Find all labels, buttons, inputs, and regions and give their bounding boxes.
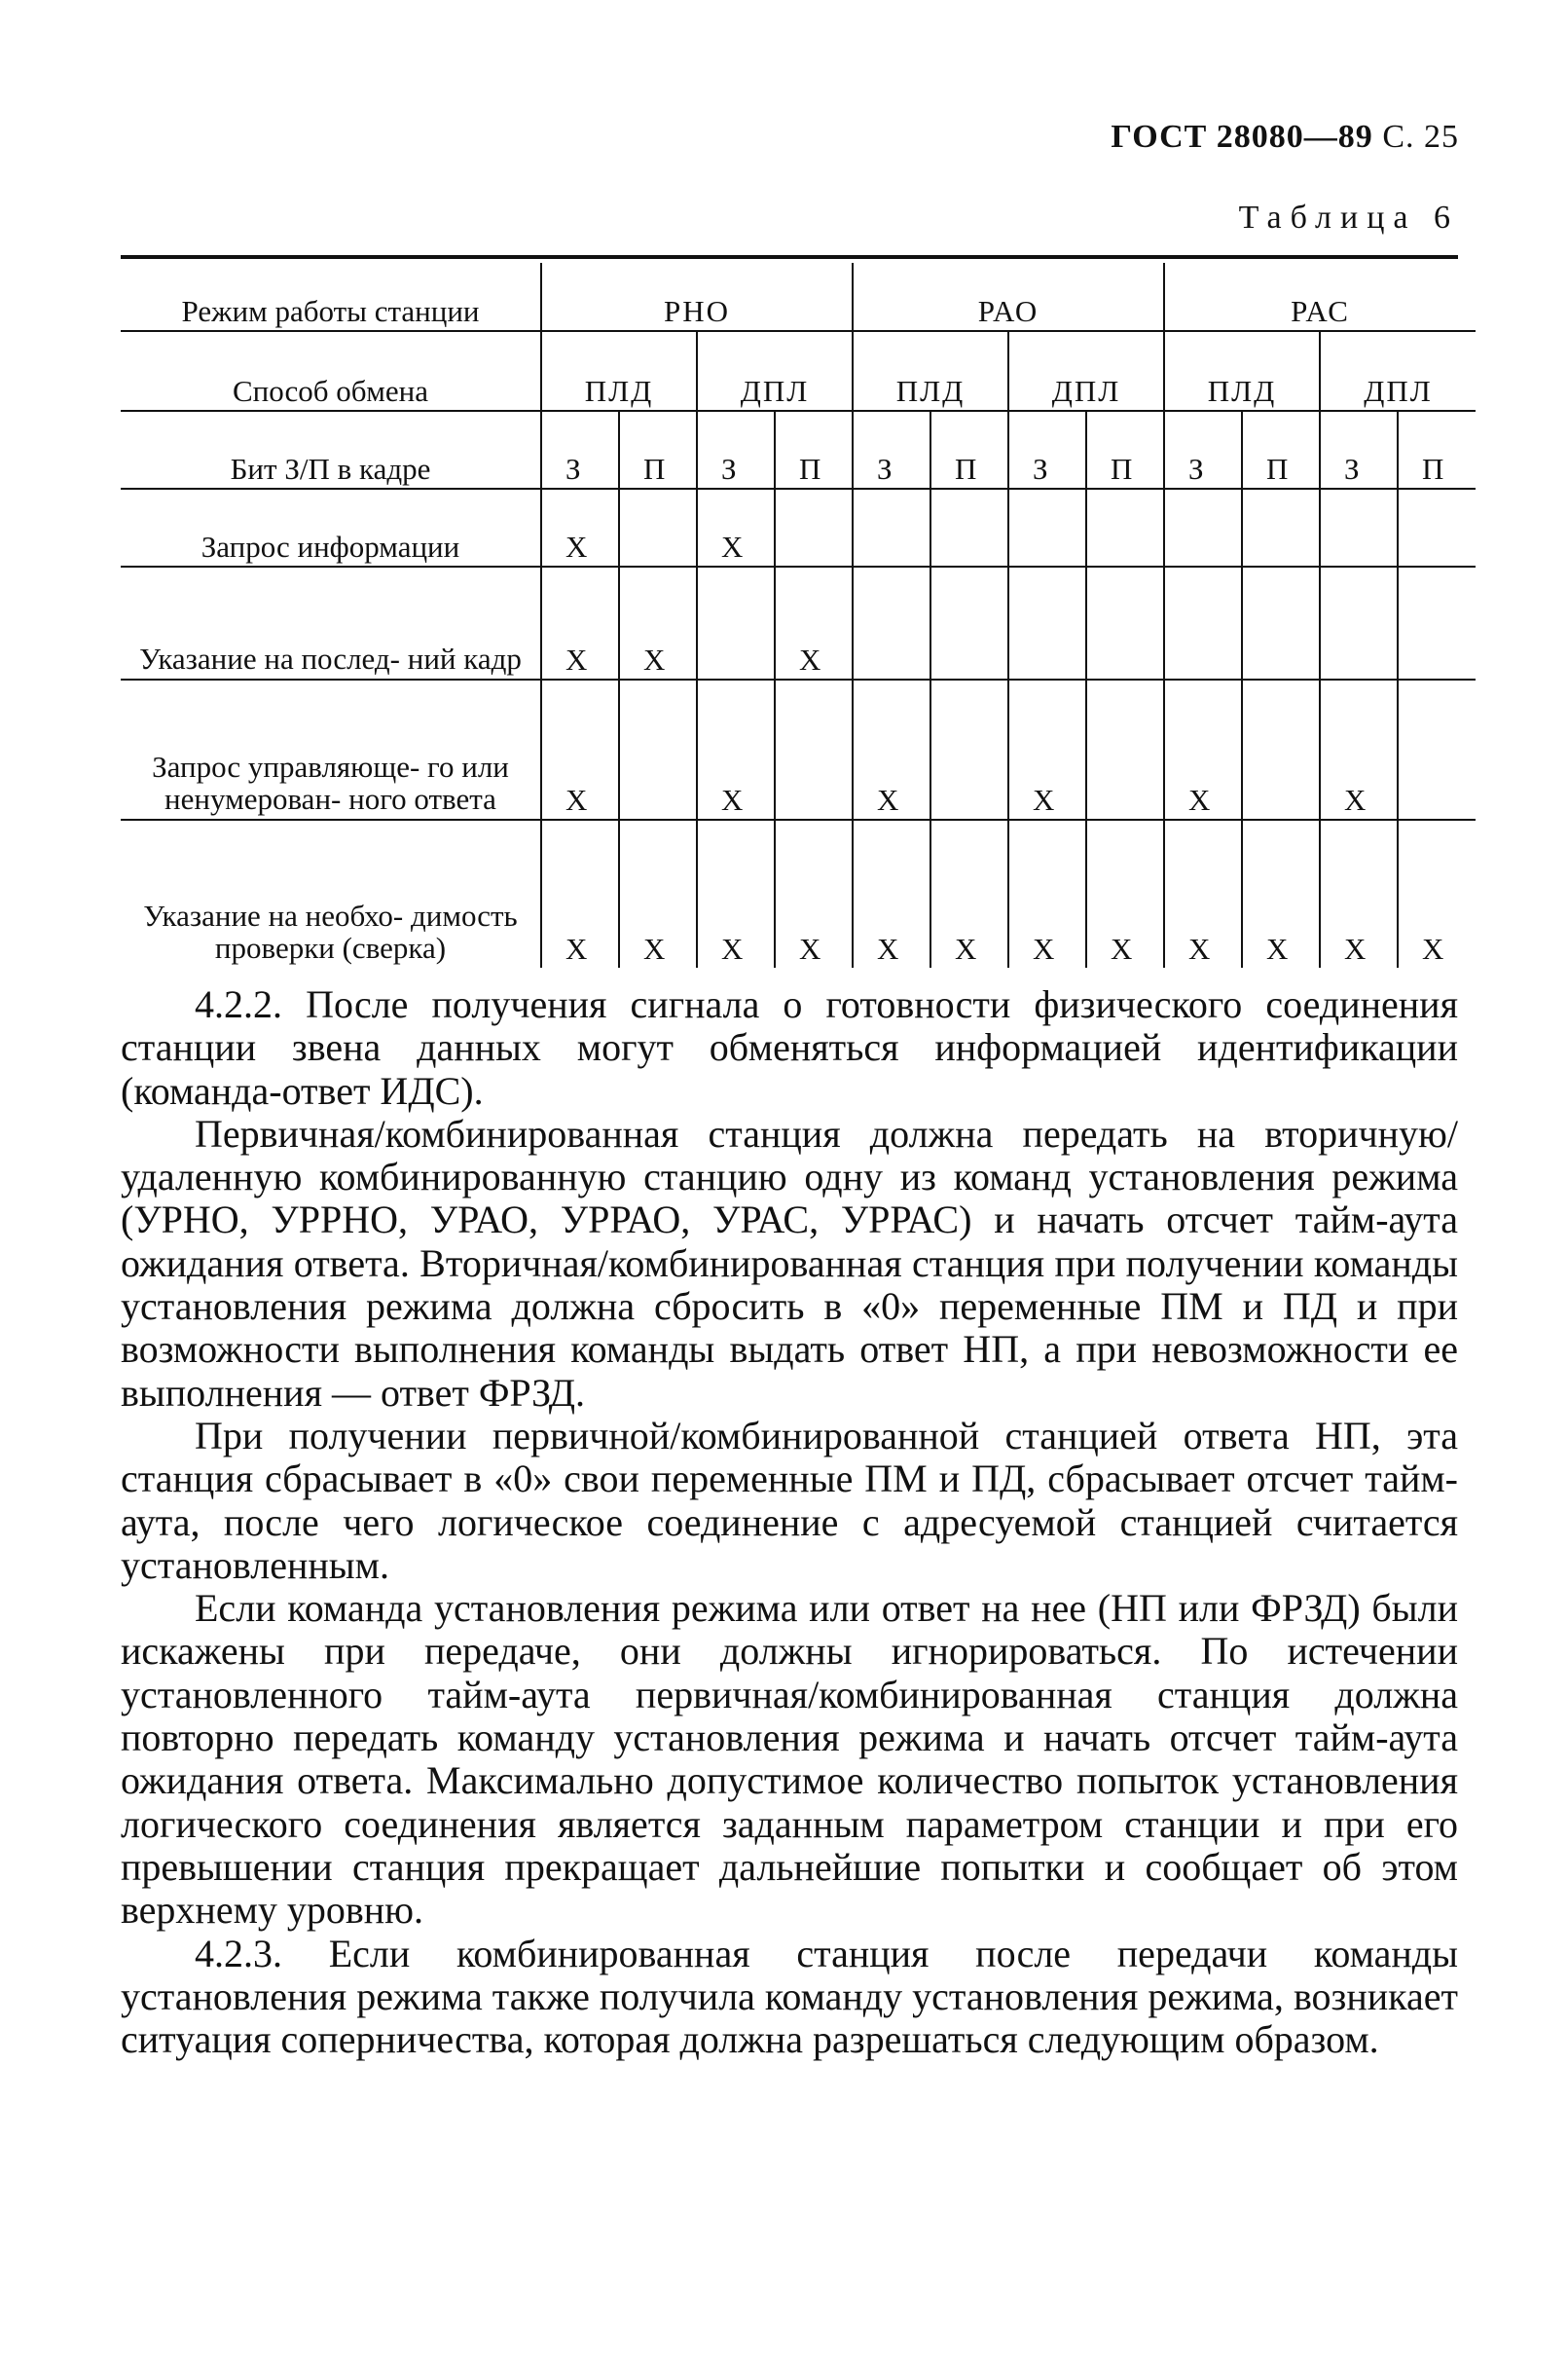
row-cell: X	[775, 820, 853, 968]
mode-label: Режим работы станции	[121, 263, 541, 331]
exchange-label: Способ обмена	[121, 331, 541, 411]
row-cell: X	[541, 489, 619, 567]
row-cell	[853, 567, 930, 680]
row-cell	[1086, 489, 1164, 567]
row-cell	[619, 489, 697, 567]
table-row	[121, 680, 1476, 820]
row-cell: X	[619, 820, 697, 968]
row-label: Запрос управляюще- го или ненумерован- ного ответа	[121, 680, 541, 820]
row-cell: X	[619, 567, 697, 680]
row-cell: X	[697, 680, 775, 820]
bit-value: П	[1242, 411, 1320, 489]
row-cell: X	[541, 567, 619, 680]
row-cell: X	[1242, 820, 1320, 968]
row-cell: X	[697, 489, 775, 567]
row-label: Указание на необхо- димость проверки (сверка)	[143, 899, 518, 965]
table-row	[121, 820, 1476, 968]
row-cell: X	[697, 820, 775, 968]
row-cell	[1242, 489, 1320, 567]
row-cell: X	[853, 680, 930, 820]
row-cell	[1398, 567, 1476, 680]
row-cell	[930, 567, 1008, 680]
row-cell: X	[1164, 820, 1242, 968]
bit-value: З	[697, 411, 775, 489]
row-cell	[1086, 680, 1164, 820]
exchange-method: ПЛД	[853, 331, 1008, 411]
row-cell: X	[1008, 680, 1086, 820]
bit-value: З	[853, 411, 930, 489]
bit-value: З	[1164, 411, 1242, 489]
modes-table	[121, 263, 1476, 968]
bit-value: З	[1320, 411, 1398, 489]
row-cell: X	[1320, 820, 1398, 968]
row-cell	[853, 489, 930, 567]
mode-rno: РНО	[541, 263, 853, 331]
row-cell	[930, 680, 1008, 820]
table-row	[121, 567, 1476, 680]
row-cell	[775, 489, 853, 567]
exchange-method: ПЛД	[541, 331, 697, 411]
table-caption: Таблица 6	[1238, 200, 1459, 236]
row-cell: X	[930, 820, 1008, 968]
row-cell	[1008, 567, 1086, 680]
row-cell: X	[1008, 820, 1086, 968]
mode-ras: РАС	[1164, 263, 1476, 331]
row-cell	[1086, 567, 1164, 680]
row-cell: X	[541, 820, 619, 968]
paragraph-4-2-3: 4.2.3. Если комбинированная станция после передачи команды установления режима также получила команду установления режима, возникает ситуация соперничества, которая должна разрешаться следующим образом.	[121, 1931, 1458, 2062]
row-cell	[619, 680, 697, 820]
table-header-exchange-row	[121, 331, 1476, 411]
bit-label: Бит З/П в кадре	[121, 411, 541, 489]
paragraph: Если команда установления режима или ответ на нее (НП или ФРЗД) были искажены при передаче, они должны игнорироваться. По истечении установленного тайм-аута первичная/комбинированная станция должна повторно передать команду установления режима и начать отсчет тайм-аута ожидания ответа. Максимально допустимое количество попыток установления логического соединения является заданным параметром станции и при его превышении станция прекращает дальнейшие попытки и сообщает об этом верхнему уровню.	[121, 1586, 1458, 1933]
row-cell	[775, 680, 853, 820]
exchange-method: ПЛД	[1164, 331, 1320, 411]
table-row	[121, 489, 1476, 567]
body-text	[121, 983, 1458, 2061]
row-cell: X	[775, 567, 853, 680]
row-cell	[1398, 489, 1476, 567]
table-header-bit-row	[121, 411, 1476, 489]
table-header-mode-row	[121, 263, 1476, 331]
row-cell	[1008, 489, 1086, 567]
row-cell: X	[541, 680, 619, 820]
row-cell	[1398, 680, 1476, 820]
row-cell	[930, 489, 1008, 567]
mode-rao: РАО	[853, 263, 1164, 331]
page-header	[1111, 119, 1459, 156]
row-cell	[1320, 567, 1398, 680]
row-label: Запрос информации	[121, 489, 541, 567]
row-cell	[697, 567, 775, 680]
row-label: Указание на послед- ний кадр	[121, 567, 541, 680]
row-cell	[1164, 567, 1242, 680]
standard-number: ГОСТ 28080—89	[1111, 119, 1373, 155]
table-top-rule	[121, 255, 1458, 259]
row-cell: X	[853, 820, 930, 968]
row-cell: X	[1320, 680, 1398, 820]
exchange-method: ДПЛ	[697, 331, 853, 411]
page-number: С. 25	[1382, 119, 1459, 155]
paragraph: При получении первичной/комбинированной станцией ответа НП, эта станция сбрасывает в «0» свои переменные ПМ и ПД, сбрасывает отсчет тайм-аута, после чего логическое соединение с адресуемой станцией считается установленным.	[121, 1413, 1458, 1587]
paragraph-4-2-2: 4.2.2. После получения сигнала о готовности физического соединения станции звена данных могут обменяться информацией идентификации (команда-ответ ИДС).	[121, 982, 1458, 1113]
bit-value: П	[930, 411, 1008, 489]
row-cell: X	[1164, 680, 1242, 820]
paragraph: Первичная/комбинированная станция должна передать на вторичную/удаленную комбинированную станцию одну из команд установления режима (УРНО, УРРНО, УРАО, УРРАО, УРАС, УРРАС) и начать отсчет тайм-аута ожидания ответа. Вторичная/комбинированная станция при получении команды установления режима должна сбросить в «0» переменные ПМ и ПД и при возможности выполнения команды выдать ответ НП, а при невозможности ее выполнения — ответ ФРЗД.	[121, 1111, 1458, 1415]
bit-value: З	[541, 411, 619, 489]
row-cell: X	[1086, 820, 1164, 968]
row-cell	[1320, 489, 1398, 567]
bit-value: З	[1008, 411, 1086, 489]
exchange-method: ДПЛ	[1320, 331, 1476, 411]
row-cell	[1242, 680, 1320, 820]
row-cell	[1164, 489, 1242, 567]
row-cell	[1242, 567, 1320, 680]
row-cell: X	[1398, 820, 1476, 968]
exchange-method: ДПЛ	[1008, 331, 1164, 411]
bit-value: П	[775, 411, 853, 489]
bit-value: П	[1398, 411, 1476, 489]
bit-value: П	[1086, 411, 1164, 489]
bit-value: П	[619, 411, 697, 489]
